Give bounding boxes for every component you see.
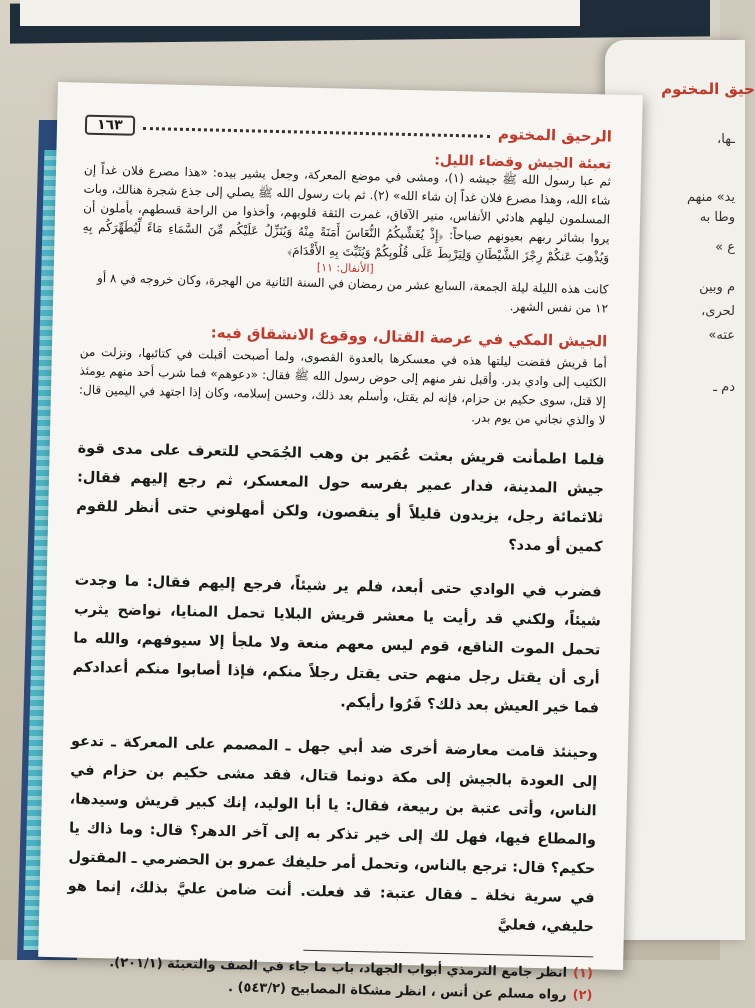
right-page-fragment: م وبين: [699, 280, 735, 295]
footnote-divider: [304, 950, 594, 958]
paragraph: ثم عبا رسول الله ﷺ جيشه (١)، ومشى في موضع المعركة، وجعل يشير بيده: «هذا مصرع فلان غداً إن شاء الله، وهذا مصرع فلان غداً إن شاء الله» (٢). ثم بات رسول الله ﷺ يصلي إلى جذع شجرة هنالك، وبات المسلمون ليلهم هادئي الأنفاس، منير الآفاق، غمرت الثقة قلوبهم، وأخذوا من الراحة قسطهم، يأملون أن يروا بشائر ربهم بعيونهم صباحاً: ﴿إِذْ يُغَشِّيكُمُ النُّعَاسَ أَمَنَةً مِنْهُ وَيُنَزِّلُ عَلَيْكُم مِّنَ السَّمَاءِ مَاءً لِّيُطَهِّرَكُم بِهِ وَيُذْهِبَ عَنكُمْ رِجْزَ الشَّيْطَانِ وَلِيَرْبِطَ عَلَى قُلُوبِكُمْ وَيُثَبِّتَ بِهِ الأَقْدَامَ﴾: [82, 162, 612, 265]
footnote-text: رواه مسلم عن أنس ، انظر مشكاة المصابيح (٥٤٣/٢) .: [227, 980, 567, 1003]
right-page-fragment: وطا به: [699, 210, 735, 225]
right-page-fragment: ع »: [715, 240, 735, 255]
right-page-fragment: دم ـ: [713, 380, 735, 395]
right-page-header: حيق المختوم: [661, 80, 755, 98]
paragraph: أما قريش فقضت ليلتها هذه في معسكرها بالعدوة القصوى، ولما أصبحت أقبلت في كتائبها، ونزلت من الكثيب إلى وادي بدر. وأقبل نفر منهم إلى حوض رسول الله ﷺ فقال: «دعوهم» فما شرب أحد منهم يومئذ إلا قتل، سوى حكيم بن حزام، فإنه لم يقتل، وأسلم بعد ذلك، وحسن إسلامه، وكان إذا اجتهد في اليمين قال: لا والذي نجاني من يوم بدر.: [78, 344, 607, 428]
footnote-text: انظر جامع الترمذي أبواب الجهاد، باب ما جاء في الصف والتعبئة (٢٠١/١).: [109, 955, 568, 981]
paragraph: وحينئذ قامت معارضة أخرى ضد أبي جهل ـ المصمم على المعركة ـ تدعو إلى العودة بالجيش إلى مكة دونما قتال، فقد مشى حكيم بن حزام في الناس، وأتى عتبة بن ربيعة، فقال: يا أبا الوليد، إنك كبير قريش وسيدها، والمطاع فيها، فهل لك إلى خير تذكر به إلى آخر الدهر؟ قال: وما ذاك يا حكيم؟ قال: ترجع بالناس، وتحمل أمر حليفك عمرو بن الحضرمي ـ المقتول في سرية نخلة ـ فقال عتبة: قد فعلت. أنت ضامن عليَّ بذلك، إنما هو حليفي، فعليَّ: [67, 733, 599, 936]
quran-reference: [الأنفال: ١١]: [316, 260, 374, 276]
right-page-fragment: يد» منهم: [686, 190, 735, 205]
header-dotted-rule: [143, 122, 490, 138]
section-heading: الجيش المكي في عرصة القتال، ووقوع الانشقاق فيه:: [210, 323, 608, 351]
paragraph: فضرب في الوادي حتى أبعد، فلم ير شيئاً، فرجع إليهم فقال: ما وجدت شيئاً، ولكني قد رأيت يا معشر قريش البلايا تحمل المنايا، نواضح يثرب تحمل الموت الناقع، قوم ليس معهم منعة ولا ملجأ إلا سيوفهم، والله ما أرى أن يقتل رجل منهم حتى يقتل رجلاً منكم، فإذا أصابوا منكم أعدادكم فما خير العيش بعد ذلك؟ فَرُوا رأيكم.: [72, 572, 602, 717]
right-page-fragment: ـها،: [717, 132, 735, 147]
book-page: [38, 82, 643, 1004]
paragraph: فلما اطمأنت قريش بعثت عُمَير بن وهب الجُمَحي للتعرف على مدى قوة جيش المدينة، فدار عمير بفرسه حول المعسكر، ثم رجع إليهم فقال: ثلاثمائة رجل، يزيدون قليلاً أو ينقصون، ولكن أمهلوني حتى أنظر للقوم كمين أو مدد؟: [76, 440, 605, 556]
right-page-fragment: عته»: [708, 328, 735, 343]
footnote-number: (٢): [572, 987, 593, 1004]
book-behind-page: [20, 0, 580, 26]
right-page-fragment: لحرى،: [701, 304, 735, 319]
footnote-number: (١): [572, 965, 594, 982]
page-content: [67, 113, 613, 1004]
section-heading: تعبئة الجيش وقضاء الليل:: [434, 152, 612, 173]
book-title: الرحيق المختوم: [497, 124, 613, 146]
page-header: [85, 113, 612, 149]
paragraph: كانت هذه الليلة ليلة الجمعة، السابع عشر من رمضان في السنة الثانية من الهجرة، وكان خروجه في ٨ أو ١٢ من نفس الشهر.: [96, 270, 609, 316]
page-number: ١٦٣: [85, 115, 135, 136]
